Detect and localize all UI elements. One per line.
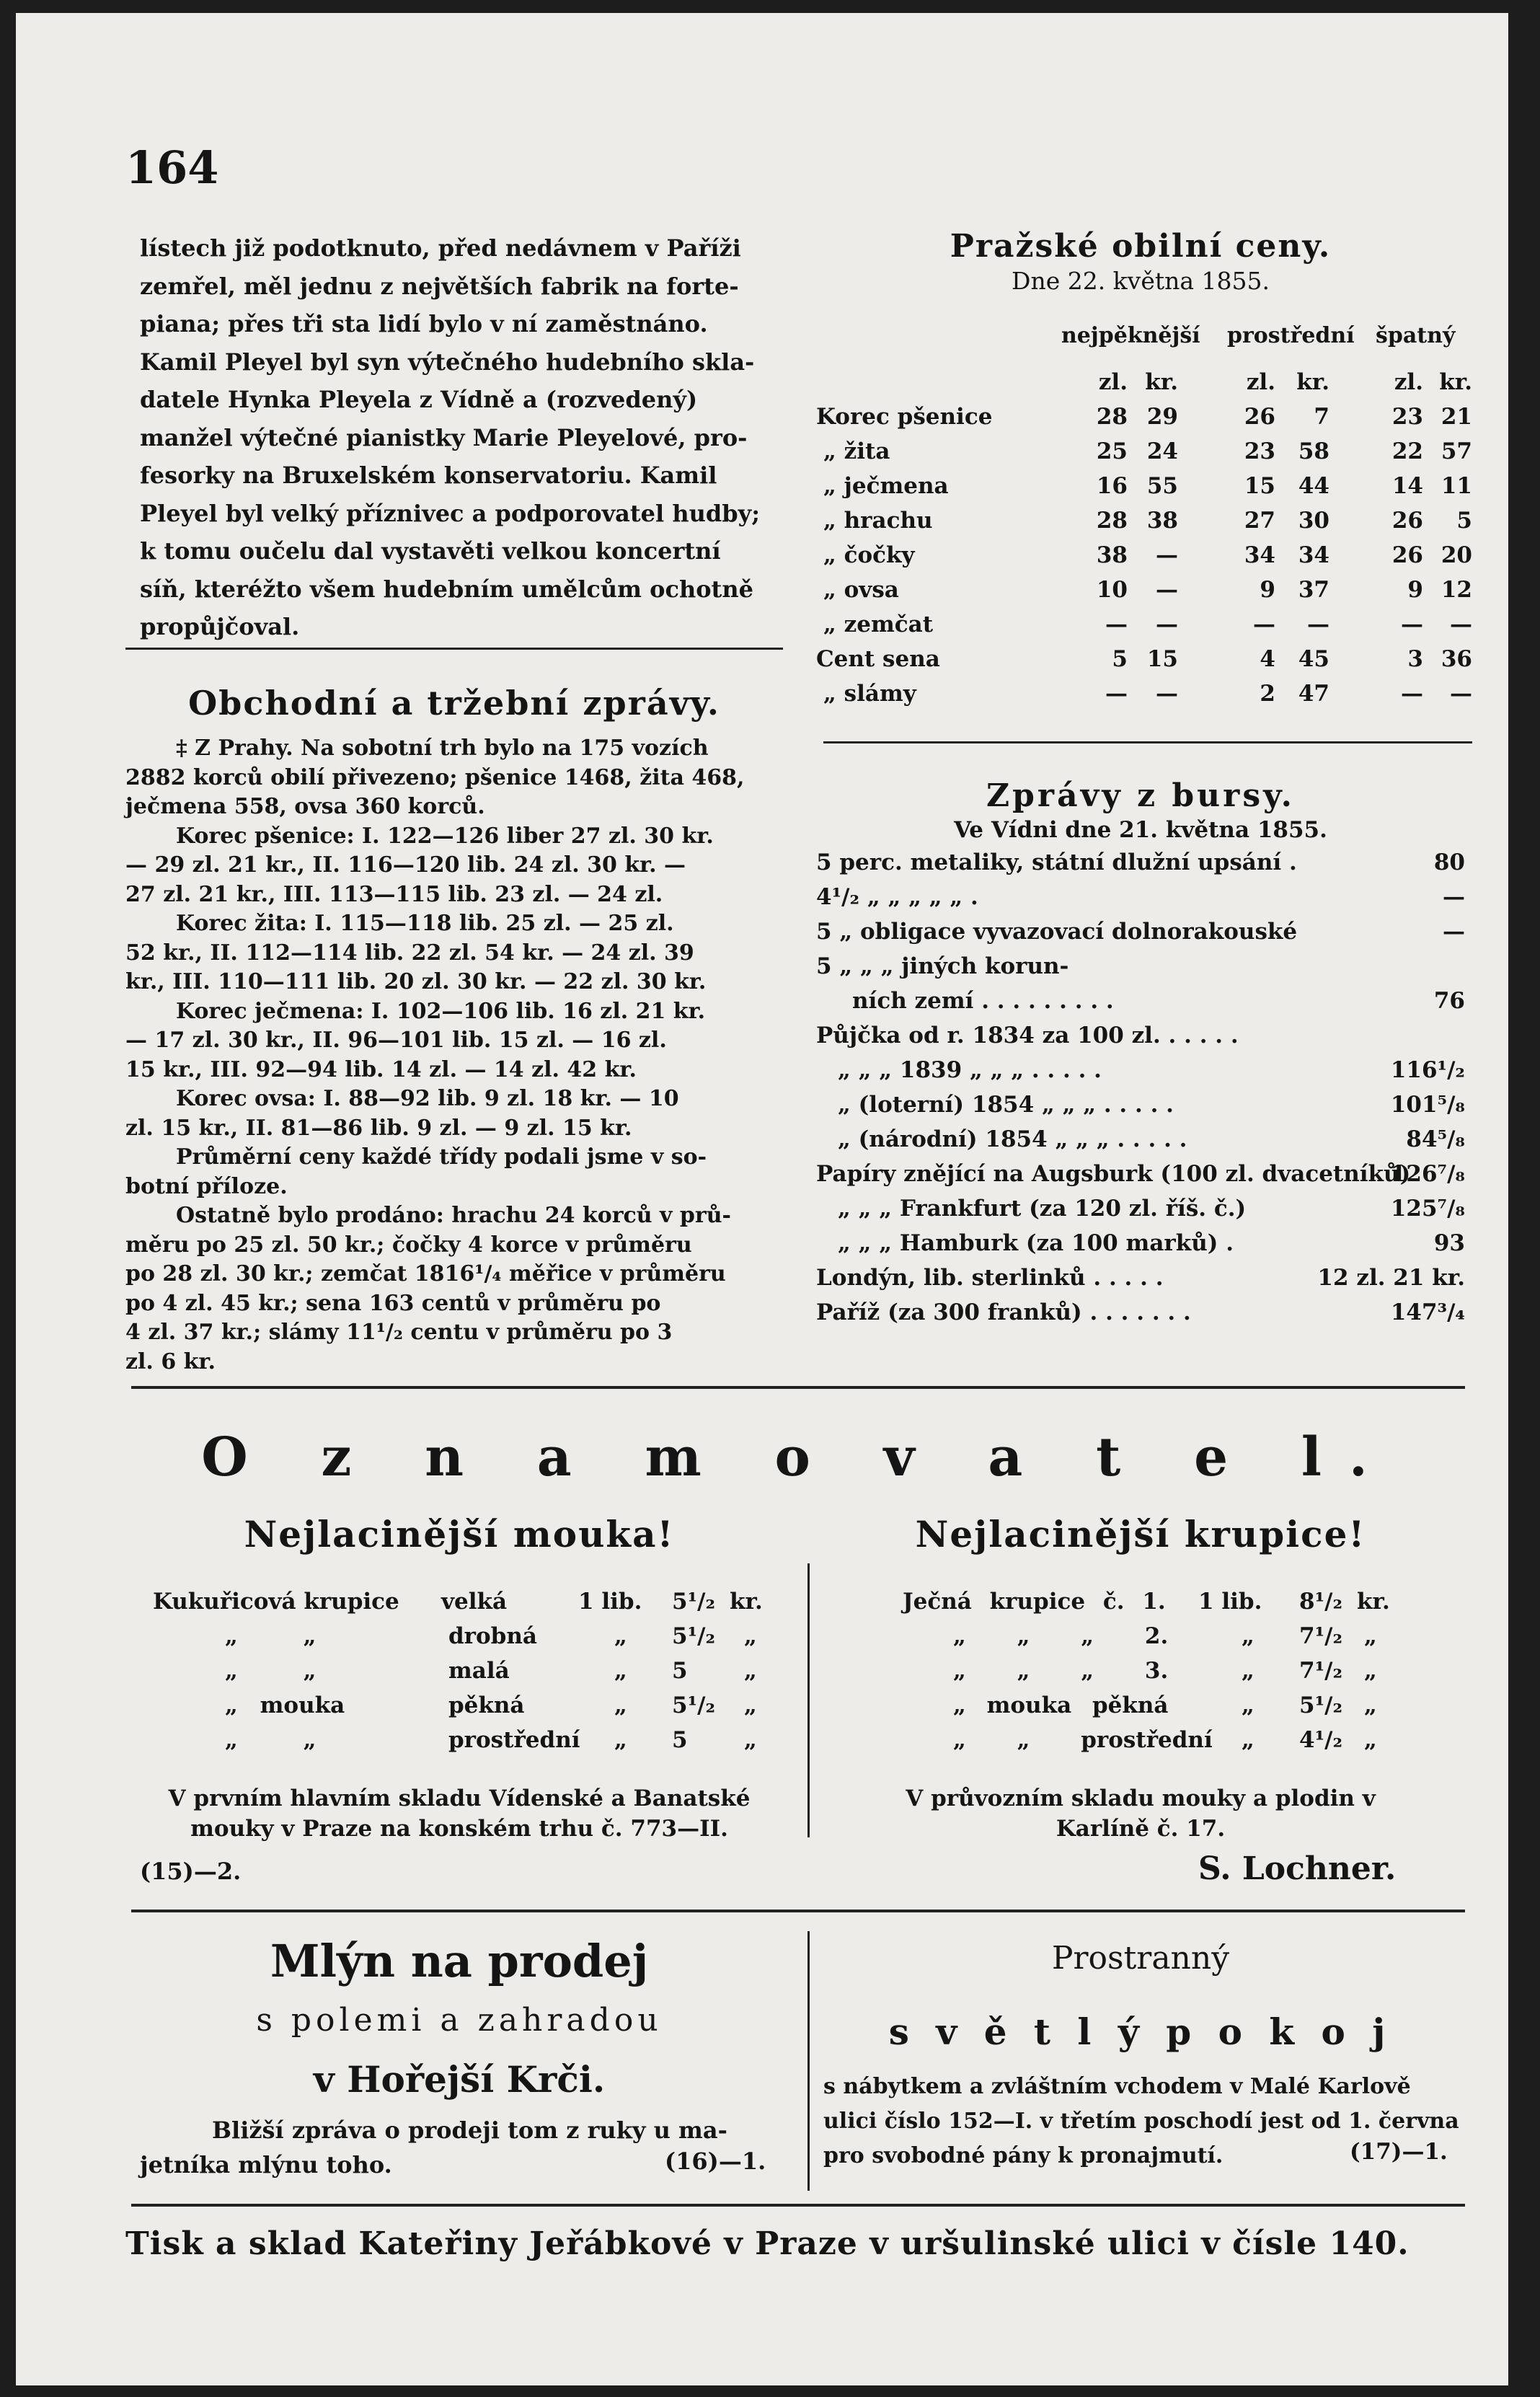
mouka-item: „ „ (225, 1658, 317, 1684)
trade-line: 52 kr., II. 112—114 lib. 22 zl. 54 kr. — 24 zl. 39 (125, 940, 694, 966)
cell: — (1105, 612, 1128, 637)
pokoj-text-line: pro svobodné pány k pronajmutí. (823, 2143, 1223, 2168)
cell: 26 (1244, 404, 1275, 430)
trade-report (125, 734, 783, 1377)
row-label: „ ječmena (823, 473, 949, 499)
article-line: k tomu oučelu dal vystavěti velkou koncertní (140, 537, 721, 565)
krupice-item: „ mouka pěkná (953, 1692, 1169, 1718)
trade-line: zl. 6 kr. (125, 1348, 216, 1374)
cell: — (1401, 681, 1423, 707)
mouka-note-line: V prvním hlavním skladu Vídenské a Banatské (168, 1785, 751, 1811)
mouka-item: „ „ (225, 1623, 317, 1649)
pokoj-title: s v ě t l ý p o k o j (888, 2010, 1393, 2053)
cell: 20 (1441, 542, 1472, 568)
mouka-title: Nejlacinější mouka! (244, 1513, 675, 1555)
krupice-item: Ječná krupice č. 1. (903, 1589, 1166, 1615)
krupice-price: 4¹/₂ (1299, 1727, 1343, 1753)
cell: 34 (1244, 542, 1275, 568)
row-label: Korec pšenice (816, 404, 993, 430)
bourse-row (838, 1057, 1465, 1083)
pokoj-text-line: ulici číslo 152—I. v třetím poschodí jest od 1. června (823, 2109, 1459, 2134)
trade-line: ječmena 558, ovsa 360 korců. (125, 794, 485, 819)
bourse-value: — (1443, 884, 1465, 910)
mouka-unit: „ (614, 1727, 627, 1753)
grain-row (816, 438, 1472, 473)
cell: 3 (1407, 646, 1423, 672)
trade-line: — 29 zl. 21 kr., II. 116—120 lib. 24 zl. 30 kr. — (125, 852, 686, 878)
oznamovatel-heading: O z n a m o v a t e l. (201, 1426, 1395, 1488)
mouka-currency: „ (744, 1623, 757, 1649)
krupice-currency: „ (1364, 1727, 1377, 1753)
cell: 30 (1298, 508, 1329, 534)
trade-line: měru po 25 zl. 50 kr.; čočky 4 korce v průměru (125, 1232, 692, 1258)
krupice-note-line: V průvozním skladu mouky a plodin v (906, 1785, 1376, 1811)
bourse-label: 4¹/₂ „ „ „ „ „ . (816, 884, 978, 910)
cell: 47 (1298, 681, 1329, 707)
bourse-label: „ (národní) 1854 „ „ „ . . . . . (838, 1126, 1187, 1152)
article-line: lístech již podotknuto, před nedávnem v Paříži (140, 234, 741, 262)
bourse-label: „ „ „ Frankfurt (za 120 zl. říš. č.) (838, 1196, 1247, 1222)
grain-row (816, 473, 1472, 508)
mouka-item: „ mouka (225, 1692, 345, 1718)
bourse-value: 80 (1433, 849, 1465, 875)
trade-line: ‡ Z Prahy. Na sobotní trh bylo na 175 vozích (176, 736, 709, 761)
grain-row (816, 508, 1472, 542)
row-label: „ čočky (823, 542, 915, 568)
cell: 27 (1244, 508, 1275, 534)
krupice-currency: „ (1364, 1658, 1377, 1684)
grain-price-table (816, 309, 1479, 727)
trade-line: 15 kr., III. 92—94 lib. 14 zl. — 14 zl. 42 kr. (125, 1056, 637, 1082)
bourse-value: 76 (1433, 988, 1465, 1014)
grain-row (816, 542, 1472, 577)
group-best: nejpěknější (1061, 323, 1200, 348)
row-label: Cent sena (816, 646, 940, 672)
bourse-value: — (1443, 919, 1465, 945)
row-label: „ hrachu (823, 508, 933, 534)
row-label: „ ovsa (823, 577, 899, 603)
trade-line: zl. 15 kr., II. 81—86 lib. 9 zl. — 9 zl. 15 kr. (125, 1115, 632, 1141)
pleyel-article (140, 229, 789, 646)
grain-date: Dne 22. května 1855. (1011, 267, 1270, 295)
cell: 58 (1298, 438, 1329, 464)
row-label: „ žita (823, 438, 890, 464)
bourse-row (816, 1299, 1465, 1325)
cell: 15 (1244, 473, 1275, 499)
krupice-unit: „ (1242, 1692, 1254, 1718)
trade-line: Korec ovsa: I. 88—92 lib. 9 zl. 18 kr. — 10 (176, 1086, 679, 1111)
cell: 25 (1096, 438, 1128, 464)
cell: 21 (1441, 404, 1472, 430)
cell: 9 (1260, 577, 1275, 603)
mouka-item: „ „ (225, 1727, 317, 1753)
mouka-kind: drobná (448, 1623, 537, 1649)
mouka-price: 5¹/₂ (672, 1589, 716, 1615)
cell: 38 (1096, 542, 1128, 568)
mlyn-text-line: jetníka mlýnu toho. (140, 2151, 392, 2179)
bourse-label: „ „ „ 1839 „ „ „ . . . . . (838, 1057, 1102, 1083)
cell: 57 (1441, 438, 1472, 464)
mouka-price: 5 (672, 1727, 688, 1753)
cell: 16 (1096, 473, 1128, 499)
bourse-value: 93 (1433, 1230, 1465, 1256)
bourse-row (838, 1126, 1465, 1152)
mouka-price: 5¹/₂ (672, 1692, 716, 1718)
bourse-label: 5 perc. metaliky, státní dlužní upsání . (816, 849, 1297, 875)
mlyn-ref: (16)—1. (665, 2147, 766, 2175)
grain-row (816, 577, 1472, 612)
bourse-label: Půjčka od r. 1834 za 100 zl. . . . . . (816, 1023, 1239, 1049)
krupice-note-line: Karlíně č. 17. (1056, 1816, 1226, 1842)
grain-row (816, 612, 1472, 646)
cell: — (1156, 612, 1178, 637)
article-line: zemřel, měl jednu z největších fabrik na forte- (140, 272, 739, 300)
bourse-table (816, 849, 1465, 1354)
mouka-item: Kukuřicová krupice (153, 1589, 399, 1615)
krupice-unit: „ (1242, 1658, 1254, 1684)
cell: 22 (1391, 438, 1423, 464)
group-poor: špatný (1376, 323, 1456, 348)
mouka-currency: „ (744, 1658, 757, 1684)
trade-line: Korec žita: I. 115—118 lib. 25 zl. — 25 zl. (176, 911, 674, 936)
krupice-price: 7¹/₂ (1299, 1658, 1343, 1684)
krupice-currency: kr. (1357, 1589, 1390, 1615)
cell: — (1450, 681, 1472, 707)
section-divider (131, 1386, 1465, 1389)
bourse-row (816, 1161, 1465, 1187)
cell: 23 (1244, 438, 1275, 464)
unit: zl. (1098, 369, 1128, 395)
mouka-ref: (15)—2. (140, 1858, 242, 1885)
trade-line: botní příloze. (125, 1173, 288, 1199)
page-number: 164 (125, 141, 219, 194)
unit: zl. (1394, 369, 1423, 395)
grain-row (816, 404, 1472, 438)
cell: 28 (1096, 404, 1128, 430)
column-divider (807, 1931, 810, 2191)
pokoj-ref: (17)—1. (1350, 2139, 1448, 2165)
krupice-price: 5¹/₂ (1299, 1692, 1343, 1718)
krupice-unit: 1 lib. (1198, 1589, 1262, 1615)
unit: kr. (1145, 369, 1178, 395)
cell: 9 (1407, 577, 1423, 603)
bourse-row (838, 1196, 1465, 1222)
divider (823, 741, 1472, 743)
bourse-title: Zprávy z bursy. (986, 777, 1295, 814)
bourse-row (816, 884, 1465, 910)
bourse-label: ních zemí . . . . . . . . . (852, 988, 1114, 1014)
trade-line: Ostatně bylo prodáno: hrachu 24 korců v prů- (176, 1203, 731, 1228)
article-line: datele Hynka Pleyela z Vídně a (rozvedený) (140, 386, 698, 413)
grain-title: Pražské obilní ceny. (950, 228, 1332, 265)
mouka-kind: pěkná (448, 1692, 525, 1718)
cell: 5 (1456, 508, 1472, 534)
cell: 44 (1298, 473, 1329, 499)
cell: 11 (1441, 473, 1472, 499)
cell: — (1253, 612, 1275, 637)
bourse-row (838, 1092, 1465, 1118)
cell: 23 (1391, 404, 1423, 430)
row-label: „ zemčat (823, 612, 934, 637)
article-line: síň, kteréžto všem hudebním umělcům ochotně (140, 575, 753, 603)
article-line: manžel výtečné pianistky Marie Pleyelové, pro- (140, 423, 748, 451)
cell: 28 (1096, 508, 1128, 534)
mouka-kind: malá (448, 1658, 510, 1684)
bourse-value: 12 zl. 21 kr. (1317, 1265, 1465, 1291)
bourse-row (816, 1265, 1465, 1291)
bourse-row (852, 988, 1465, 1014)
pokoj-line1: Prostranný (1051, 1940, 1230, 1977)
mouka-price-list (153, 1589, 787, 1776)
cell: 12 (1441, 577, 1472, 603)
bourse-row (816, 953, 1465, 979)
bourse-value: 101⁵/₈ (1390, 1092, 1465, 1118)
grain-row (816, 646, 1472, 681)
mlyn-line1: s polemi a zahradou (256, 2002, 663, 2039)
section-divider (131, 2204, 1465, 2207)
cell: — (1450, 612, 1472, 637)
bourse-row (816, 1023, 1465, 1049)
krupice-currency: „ (1364, 1692, 1377, 1718)
bourse-label: Paříž (za 300 franků) . . . . . . . (816, 1299, 1191, 1325)
bourse-value: 125⁷/₈ (1390, 1196, 1465, 1222)
article-line: piana; přes tři sta lidí bylo v ní zaměstnáno. (140, 310, 708, 337)
cell: 15 (1146, 646, 1178, 672)
row-label: „ slámy (823, 681, 916, 707)
trade-line: Korec ječmena: I. 102—106 lib. 16 zl. 21 kr. (176, 998, 706, 1024)
trade-line: po 28 zl. 30 kr.; zemčat 1816¹/₄ měřice v průměru (125, 1261, 726, 1286)
trade-line: kr., III. 110—111 lib. 20 zl. 30 kr. — 22 zl. 30 kr. (125, 969, 707, 994)
krupice-item: „ „ „ 3. (953, 1658, 1169, 1684)
cell: 45 (1298, 646, 1329, 672)
trade-heading: Obchodní a tržební zprávy. (188, 684, 720, 723)
bourse-value: 126⁷/₈ (1390, 1161, 1465, 1187)
cell: 26 (1391, 542, 1423, 568)
mouka-currency: „ (744, 1692, 757, 1718)
divider (125, 648, 783, 650)
cell: — (1307, 612, 1329, 637)
cell: — (1156, 542, 1178, 568)
cell: 4 (1260, 646, 1275, 672)
cell: 5 (1112, 646, 1128, 672)
mouka-price: 5 (672, 1658, 688, 1684)
newspaper-page (16, 13, 1508, 2385)
bourse-value: 116¹/₂ (1390, 1057, 1465, 1083)
krupice-price: 7¹/₂ (1299, 1623, 1343, 1649)
trade-line: Korec pšenice: I. 122—126 liber 27 zl. 30 kr. (176, 823, 714, 849)
mlyn-line2: v Hořejší Krči. (313, 2058, 606, 2101)
cell: 10 (1096, 577, 1128, 603)
bourse-label: 5 „ „ „ jiných korun- (816, 953, 1069, 979)
bourse-label: „ (loterní) 1854 „ „ „ . . . . . (838, 1092, 1174, 1118)
bourse-row (838, 1230, 1465, 1256)
cell: 34 (1298, 542, 1329, 568)
bourse-row (816, 849, 1465, 875)
unit: kr. (1439, 369, 1472, 395)
article-line: fesorky na Bruxelském konservatoriu. Kamil (140, 462, 717, 489)
krupice-currency: „ (1364, 1623, 1377, 1649)
pokoj-text-line: s nábytkem a zvláštním vchodem v Malé Karlově (823, 2074, 1411, 2099)
trade-line: 2882 korců obilí přivezeno; pšenice 1468, žita 468, (125, 764, 745, 790)
mouka-unit: „ (614, 1658, 627, 1684)
krupice-signature: S. Lochner. (1198, 1850, 1397, 1887)
unit: zl. (1246, 369, 1275, 395)
mouka-unit: 1 lib. (578, 1589, 642, 1615)
krupice-unit: „ (1242, 1727, 1254, 1753)
bourse-label: Londýn, lib. sterlinků . . . . . (816, 1265, 1164, 1291)
cell: — (1401, 612, 1423, 637)
grain-row (816, 681, 1472, 715)
mouka-note (131, 1783, 787, 1844)
article-line: propůjčoval. (140, 613, 300, 640)
bourse-row (816, 919, 1465, 945)
krupice-item: „ „ „ 2. (953, 1623, 1169, 1649)
cell: 7 (1314, 404, 1329, 430)
unit: kr. (1296, 369, 1329, 395)
mouka-currency: kr. (730, 1589, 763, 1615)
cell: 38 (1146, 508, 1178, 534)
article-line: Kamil Pleyel byl syn výtečného hudebního skla- (140, 348, 755, 376)
bourse-date: Ve Vídni dne 21. května 1855. (954, 817, 1327, 843)
cell: 2 (1260, 681, 1275, 707)
krupice-note (816, 1783, 1465, 1844)
trade-line: po 4 zl. 45 kr.; sena 163 centů v průměru po (125, 1290, 661, 1316)
column-divider (807, 1563, 810, 1837)
krupice-price-list (903, 1589, 1451, 1776)
mouka-price: 5¹/₂ (672, 1623, 716, 1649)
trade-line: — 17 zl. 30 kr., II. 96—101 lib. 15 zl. — 16 zl. (125, 1028, 667, 1053)
mouka-note-line: mouky v Praze na konském trhu č. 773—II. (190, 1816, 728, 1842)
bourse-value: 84⁵/₈ (1406, 1126, 1465, 1152)
cell: 14 (1391, 473, 1423, 499)
bourse-label: „ „ „ Hamburk (za 100 marků) . (838, 1230, 1234, 1256)
mouka-kind: prostřední (448, 1727, 580, 1753)
cell: 36 (1441, 646, 1472, 672)
cell: — (1105, 681, 1128, 707)
cell: 26 (1391, 508, 1423, 534)
krupice-price: 8¹/₂ (1299, 1589, 1343, 1615)
mouka-unit: „ (614, 1623, 627, 1649)
section-divider (131, 1910, 1465, 1912)
group-middle: prostřední (1227, 323, 1355, 348)
mlyn-text-line: Bližší zpráva o prodeji tom z ruky u ma- (212, 2116, 727, 2144)
trade-line: 4 zl. 37 kr.; slámy 11¹/₂ centu v průměru po 3 (125, 1320, 673, 1345)
mlyn-title: Mlýn na prodej (270, 1935, 649, 1987)
cell: 24 (1146, 438, 1178, 464)
article-line: Pleyel byl velký příznivec a podporovatel hudby; (140, 499, 761, 527)
trade-line: Průměrní ceny každé třídy podali jsme v so- (176, 1144, 707, 1170)
cell: 37 (1298, 577, 1329, 603)
mouka-unit: „ (614, 1692, 627, 1718)
cell: 55 (1146, 473, 1178, 499)
krupice-item: „ „ prostřední (953, 1727, 1213, 1753)
krupice-unit: „ (1242, 1623, 1254, 1649)
krupice-title: Nejlacinější krupice! (915, 1513, 1366, 1555)
cell: 29 (1146, 404, 1178, 430)
bourse-label: Papíry znějící na Augsburk (100 zl. dvacetníků) (816, 1161, 1411, 1187)
cell: — (1156, 577, 1178, 603)
imprint-footer: Tisk a sklad Kateřiny Jeřábkové v Praze v uršulinské ulici v čísle 140. (125, 2225, 1410, 2262)
bourse-value: 147³/₄ (1390, 1299, 1465, 1325)
mouka-kind: velká (441, 1589, 508, 1615)
bourse-label: 5 „ obligace vyvazovací dolnorakouské (816, 919, 1298, 945)
trade-line: 27 zl. 21 kr., III. 113—115 lib. 23 zl. — 24 zl. (125, 881, 663, 907)
mouka-currency: „ (744, 1727, 757, 1753)
cell: — (1156, 681, 1178, 707)
